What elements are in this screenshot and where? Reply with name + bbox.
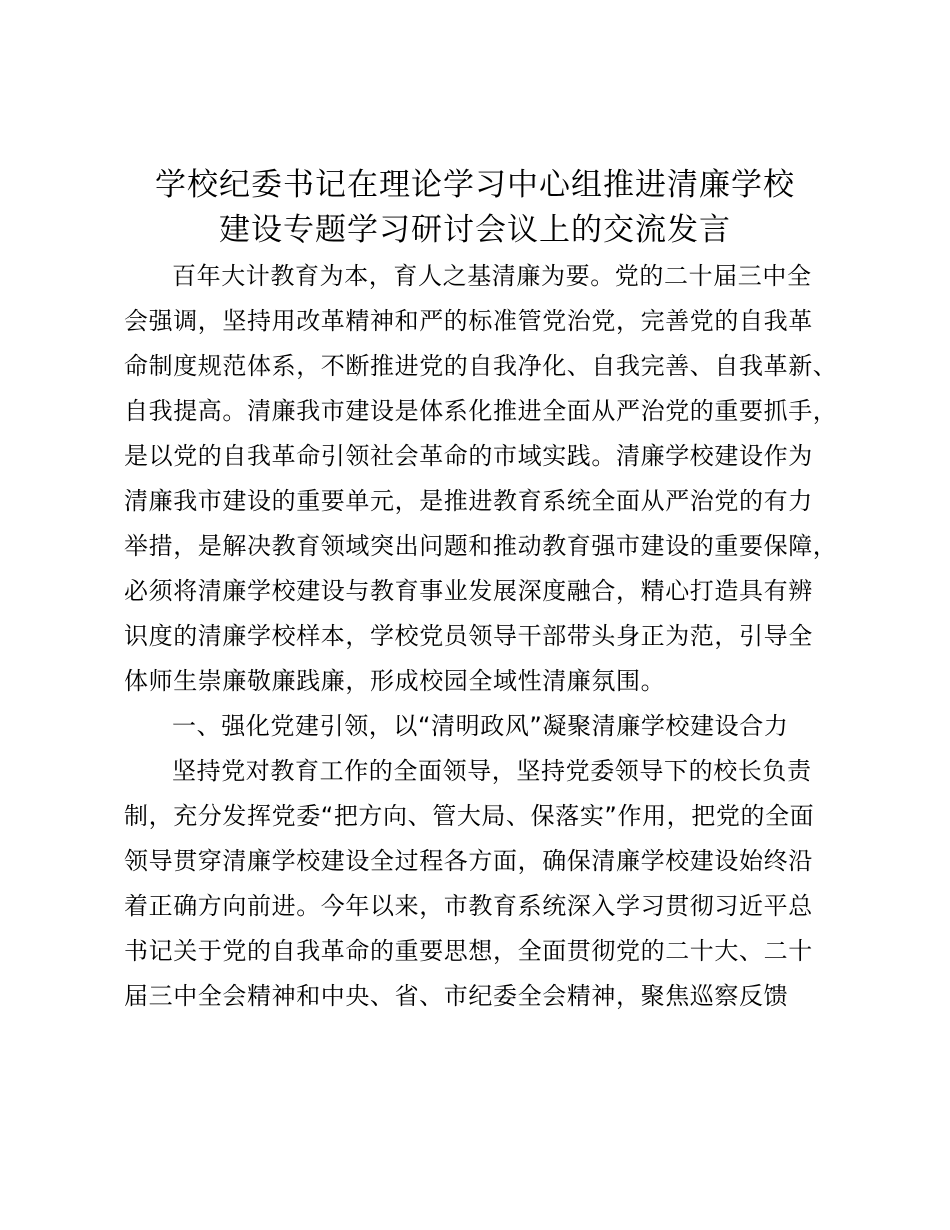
title-line: 建设专题学习研讨会议上的交流发言 <box>219 212 731 248</box>
paragraph-line: 着正确方向前进。今年以来，市教育系统深入学习贯彻习近平总 <box>124 892 813 920</box>
paragraph-line: 会强调，坚持用改革精神和严的标准管党治党，完善党的自我革 <box>124 307 813 335</box>
paragraph-line: 坚持党对教育工作的全面领导，坚持党委领导下的校长负责 <box>172 757 812 785</box>
paragraph-line: 制，充分发挥党委“把方向、管大局、保落实”作用，把党的全面 <box>124 802 815 830</box>
paragraph-line: 必须将清廉学校建设与教育事业发展深度融合，精心打造具有辨 <box>124 577 813 605</box>
title-line: 学校纪委书记在理论学习中心组推进清廉学校 <box>155 167 795 203</box>
document-body <box>124 254 864 1019</box>
paragraph-line: 识度的清廉学校样本，学校党员领导干部带头身正为范，引导全 <box>124 622 813 650</box>
section-heading: 一、强化党建引领，以“清明政风”凝聚清廉学校建设合力 <box>172 712 789 740</box>
paragraph-line: 命制度规范体系，不断推进党的自我净化、自我完善、自我革新、 <box>124 352 838 380</box>
paragraph-line: 百年大计教育为本，育人之基清廉为要。党的二十届三中全 <box>172 262 812 290</box>
paragraph-line: 届三中全会精神和中央、省、市纪委全会精神，聚焦巡察反馈 <box>124 982 789 1010</box>
paragraph-line: 领导贯穿清廉学校建设全过程各方面，确保清廉学校建设始终沿 <box>124 847 813 875</box>
paragraph-line: 举措，是解决教育领域突出问题和推动教育强市建设的重要保障， <box>124 532 838 560</box>
paragraph-line: 书记关于党的自我革命的重要思想，全面贯彻党的二十大、二十 <box>124 937 813 965</box>
paragraph-line: 自我提高。清廉我市建设是体系化推进全面从严治党的重要抓手， <box>124 397 838 425</box>
paragraph-line: 体师生崇廉敬廉践廉，形成校园全域性清廉氛围。 <box>124 667 666 695</box>
document-title <box>100 163 850 253</box>
paragraph-line: 清廉我市建设的重要单元，是推进教育系统全面从严治党的有力 <box>124 487 813 515</box>
paragraph-line: 是以党的自我革命引领社会革命的市域实践。清廉学校建设作为 <box>124 442 813 470</box>
